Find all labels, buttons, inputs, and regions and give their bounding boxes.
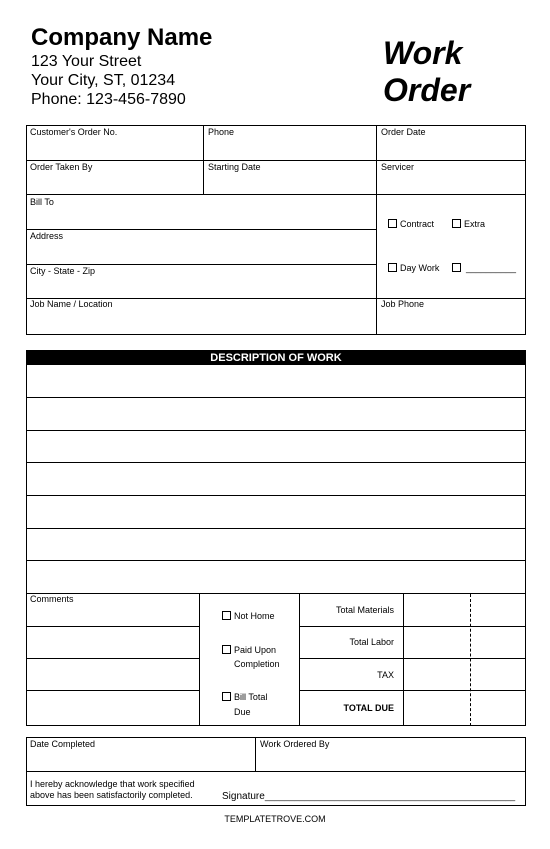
servicer-label: Servicer	[381, 162, 415, 172]
checkbox-icon	[222, 645, 231, 654]
bill-total-due-checkbox[interactable]: Bill Total	[222, 692, 267, 702]
job-phone-label: Job Phone	[381, 299, 425, 309]
acknowledgement-line2: above has been satisfactorily completed.	[30, 790, 193, 800]
bill-total-due-label: Due	[234, 707, 251, 717]
signature-field[interactable]: Signature__________________________________________________	[222, 791, 516, 802]
acknowledgement-line1: I hereby acknowledge that work specified	[30, 779, 195, 789]
work-ordered-by-label: Work Ordered By	[260, 739, 330, 749]
customer-order-no-label: Customer's Order No.	[30, 127, 118, 137]
checkbox-icon	[388, 263, 397, 272]
checkbox-icon	[388, 219, 397, 228]
site-credit: TEMPLATETROVE.COM	[224, 814, 326, 824]
phone-label: Phone	[208, 127, 235, 137]
company-name: Company Name	[31, 24, 213, 51]
contract-checkbox[interactable]: Contract	[388, 219, 434, 229]
company-street: 123 Your Street	[31, 53, 142, 70]
starting-date-label: Starting Date	[208, 162, 261, 172]
total-due-label: TOTAL DUE	[343, 703, 394, 713]
extra-checkbox[interactable]: Extra	[452, 219, 485, 229]
comments-label: Comments	[30, 594, 74, 604]
description-lines[interactable]	[26, 350, 526, 726]
description-header: DESCRIPTION OF WORK	[26, 350, 526, 365]
form-title-line1: Work	[383, 35, 463, 71]
city-state-zip-label: City - State - Zip	[30, 266, 96, 276]
address-label: Address	[30, 231, 64, 241]
order-date-label: Order Date	[381, 127, 426, 137]
not-home-checkbox[interactable]: Not Home	[222, 611, 275, 621]
bill-to-label: Bill To	[30, 197, 54, 207]
checkbox-icon	[452, 263, 461, 272]
order-taken-by-label: Order Taken By	[30, 162, 93, 172]
total-materials-label: Total Materials	[335, 605, 394, 615]
form-title-line2: Order	[383, 72, 471, 108]
paid-upon-completion-label: Completion	[234, 659, 280, 669]
job-name-location-label: Job Name / Location	[30, 299, 113, 309]
date-completed-label: Date Completed	[30, 739, 96, 749]
day-work-checkbox[interactable]: Day Work	[388, 263, 439, 273]
checkbox-icon	[452, 219, 461, 228]
checkbox-icon	[222, 692, 231, 701]
tax-label: TAX	[377, 670, 394, 680]
total-labor-label: Total Labor	[349, 637, 394, 647]
other-checkbox[interactable]: __________	[452, 263, 516, 273]
company-phone: Phone: 123-456-7890	[31, 91, 186, 108]
company-city: Your City, ST, 01234	[31, 72, 176, 89]
checkbox-icon	[222, 611, 231, 620]
paid-upon-completion-checkbox[interactable]: Paid Upon	[222, 645, 276, 655]
